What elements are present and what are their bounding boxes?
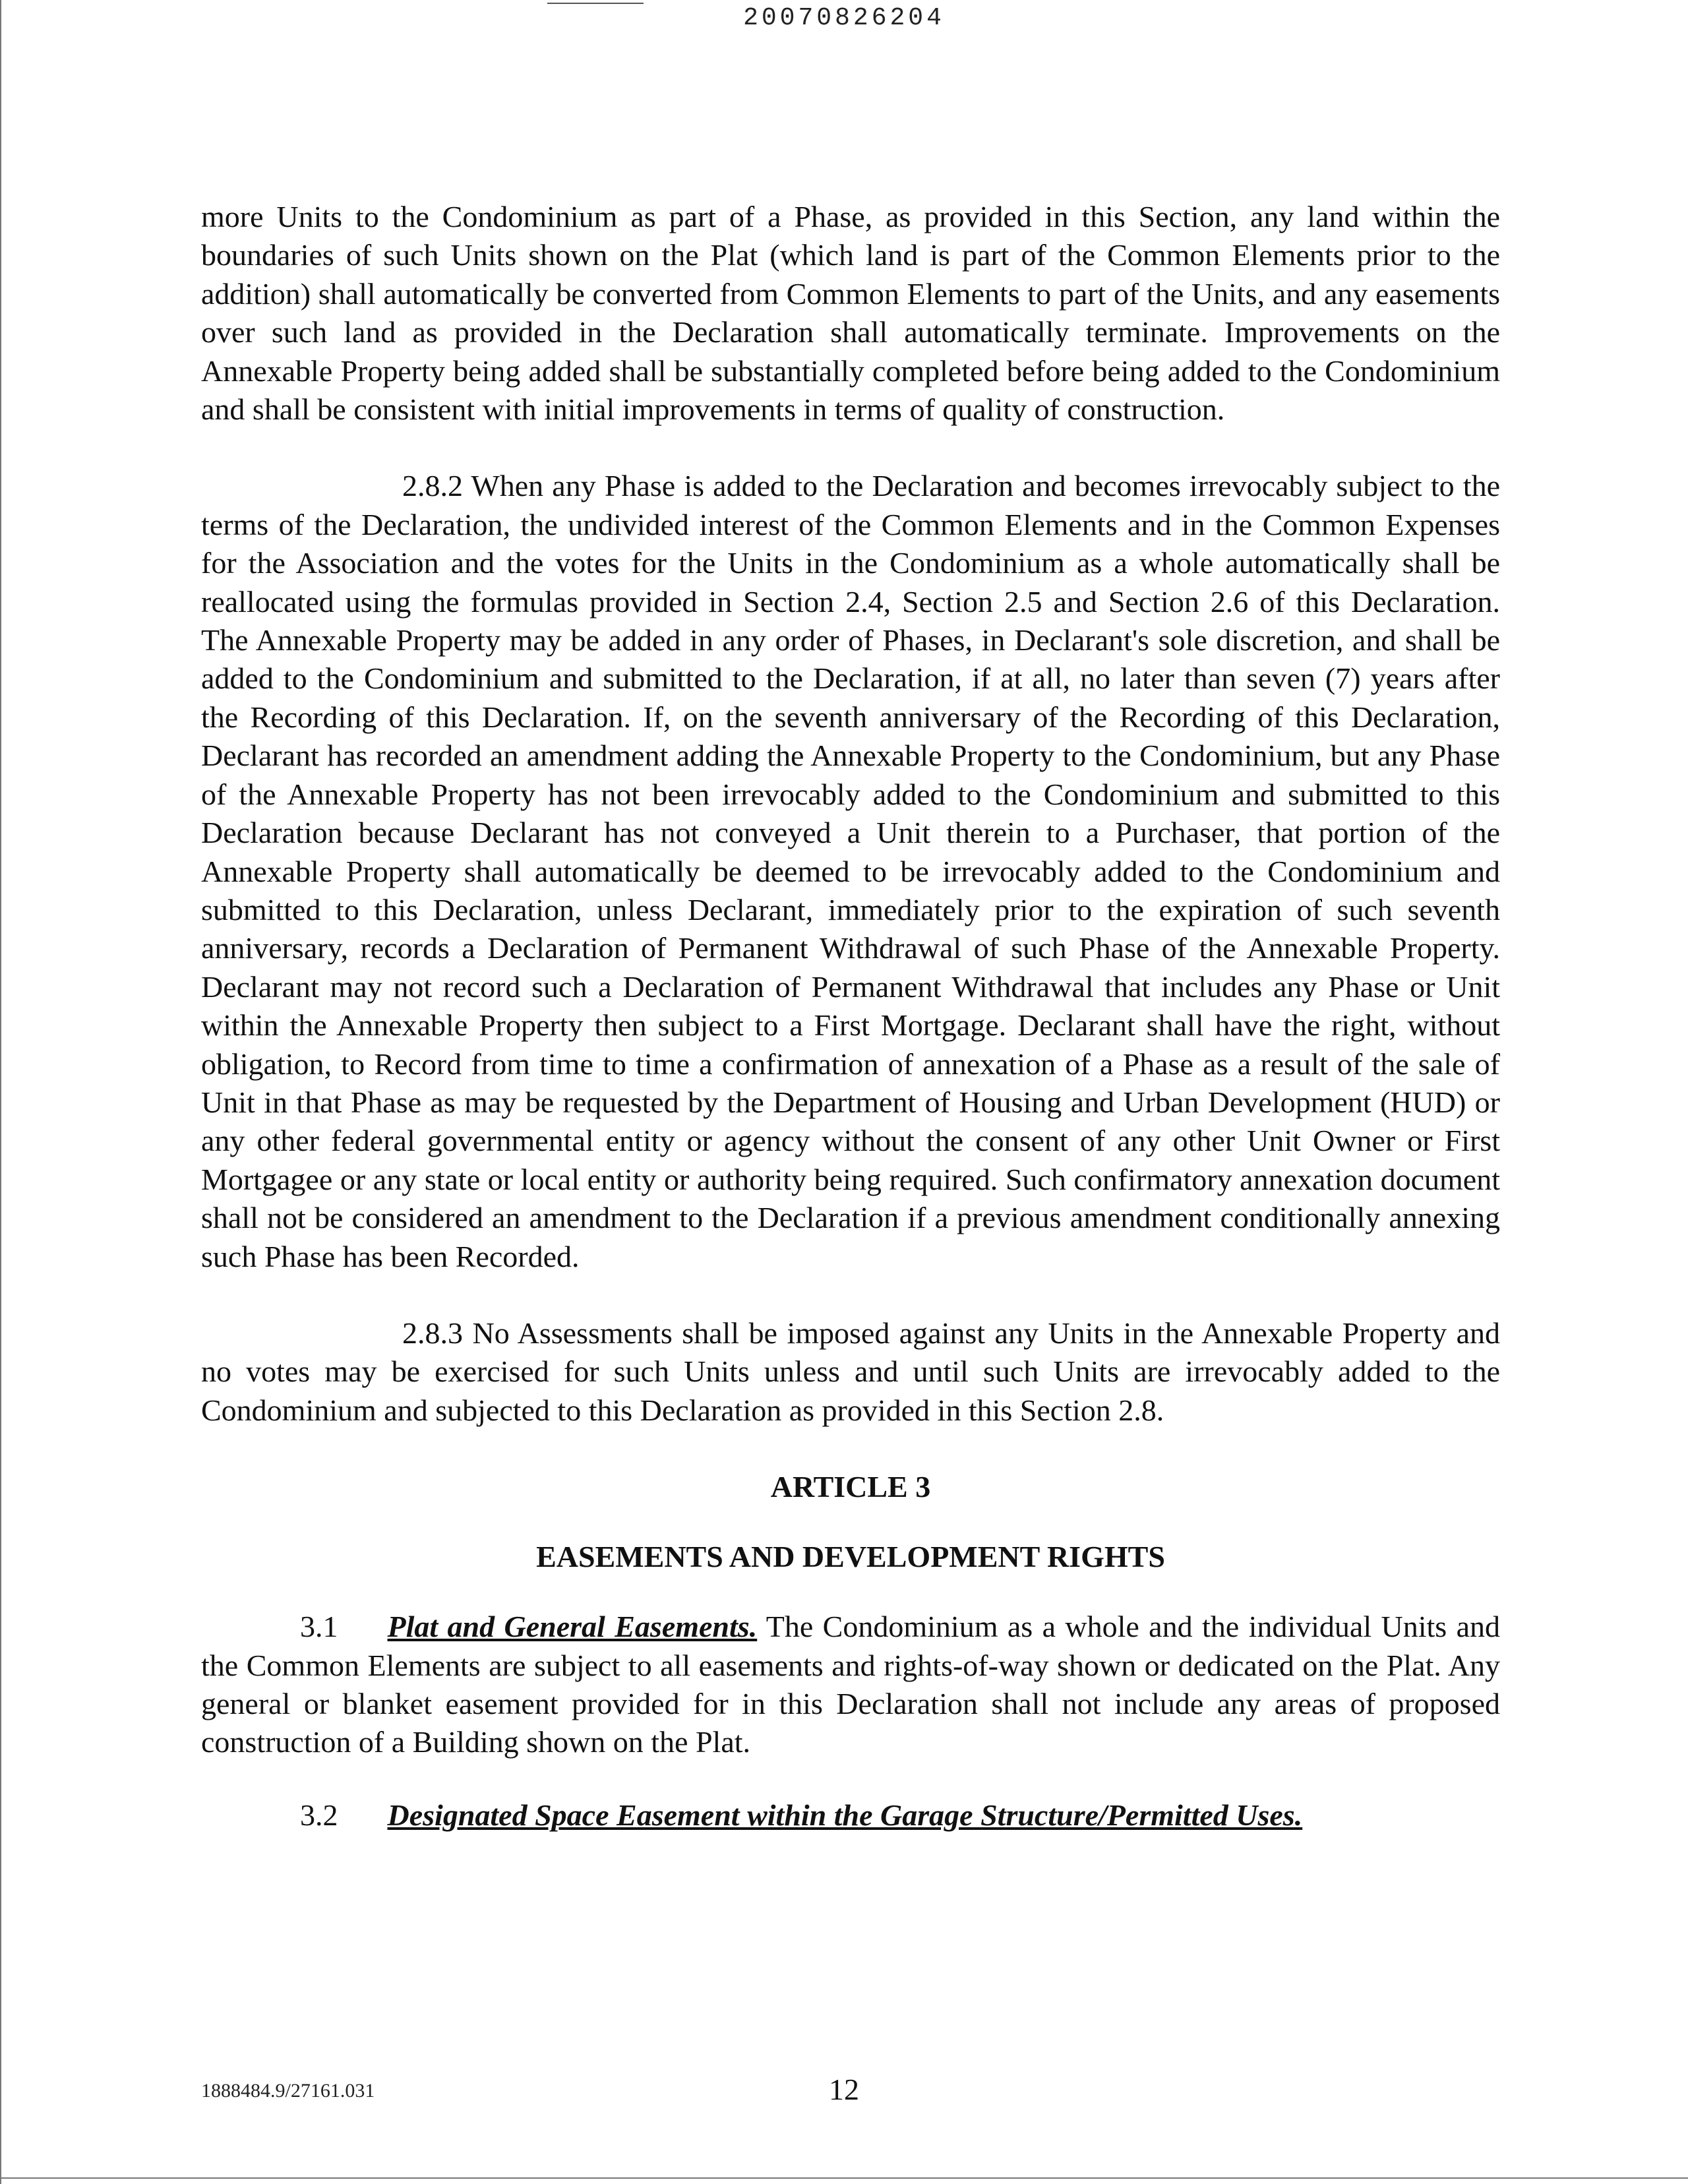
section-3-1-number: 3.1 — [300, 1610, 338, 1644]
paragraph-2-8-3: 2.8.3 No Assessments shall be imposed against any Units in the Annexable Property and no votes may be exercised for such Units unless and until such Units are irrevocably added to the Condominium and subjected to this Declaration as provided in this Section 2.8. — [201, 1316, 1500, 1427]
page-body — [201, 198, 1500, 1835]
paragraph-continued: more Units to the Condominium as part of a Phase, as provided in this Section, any land within the boundaries of such Units shown on the Plat (which land is part of the Common Elements prior to the addition) shall automatically be converted from Common Elements to part of the Units, and any easements over such land as provided in the Declaration shall automatically terminate. Improvements on the Annexable Property being added shall be substantially completed before being added to the Condominium and shall be consistent with initial improvements in terms of quality of construction. — [201, 200, 1500, 427]
page-number: 12 — [829, 2073, 859, 2106]
bottom-rule — [0, 2177, 1688, 2179]
scan-edge-line — [0, 0, 1, 2184]
section-3-2-title: Designated Space Easement within the Garage Structure/Permitted Uses. — [387, 1798, 1303, 1832]
article-title: EASEMENTS AND DEVELOPMENT RIGHTS — [536, 1540, 1165, 1574]
section-3-2-number: 3.2 — [300, 1798, 338, 1832]
section-3-1-title: Plat and General Easements. — [387, 1610, 758, 1644]
paragraph-2-8-2: 2.8.2 When any Phase is added to the Declaration and becomes irrevocably subject to the terms of the Declaration, the undivided interest of the Common Elements and in the Common Expenses for the Association and the votes for the Units in the Condominium as a whole automatically shall be reallocated using the formulas provided in Section 2.4, Section 2.5 and Section 2.6 of this Declaration. The Annexable Property may be added in any order of Phases, in Declarant's sole discretion, and shall be added to the Condominium and submitted to the Declaration, if at all, no later than seven (7) years after the Recording of this Declaration. If, on the seventh anniversary of the Recording of this Declaration, Declarant has recorded an amendment adding the Annexable Property to the Condominium, but any Phase of the Annexable Property has not been irrevocably added to the Condominium and submitted to this Declaration because Declarant has not conveyed a Unit therein to a Purchaser, that portion of the Annexable Property shall automatically be deemed to be irrevocably added to the Condominium and submitted to this Declaration, unless Declarant, immediately prior to the expiration of such seventh anniversary, records a Declaration of Permanent Withdrawal of such Phase of the Annexable Property. Declarant may not record such a Declaration of Permanent Withdrawal that includes any Phase or Unit within the Annexable Property then subject to a First Mortgage. Declarant shall have the right, without obligation, to Record from time to time a confirmation of annexation of a Phase as a result of the sale of Unit in that Phase as may be requested by the Department of Housing and Urban Development (HUD) or any other federal governmental entity or agency without the consent of any other Unit Owner or First Mortgagee or any state or local entity or authority being required. Such confirmatory annexation document shall not be considered an amendment to the Declaration if a previous amendment conditionally annexing such Phase has been Recorded. — [201, 469, 1500, 1273]
section-3-1 — [201, 1608, 1500, 1762]
section-3-2 — [201, 1796, 1500, 1835]
footer-document-id: 1888484.9/27161.031 — [201, 2080, 375, 2102]
section-3-1-text: The Condominium as a whole and the individual Units and the Common Elements are subject to all easements and rights-of-way shown or dedicated on the Plat. Any general or blanket easement provided for in this Declaration shall not include any areas of proposed construction of a Building shown on the Plat. — [201, 1610, 1500, 1759]
article-heading: ARTICLE 3 — [770, 1470, 931, 1504]
document-number: 20070826204 — [743, 4, 945, 32]
